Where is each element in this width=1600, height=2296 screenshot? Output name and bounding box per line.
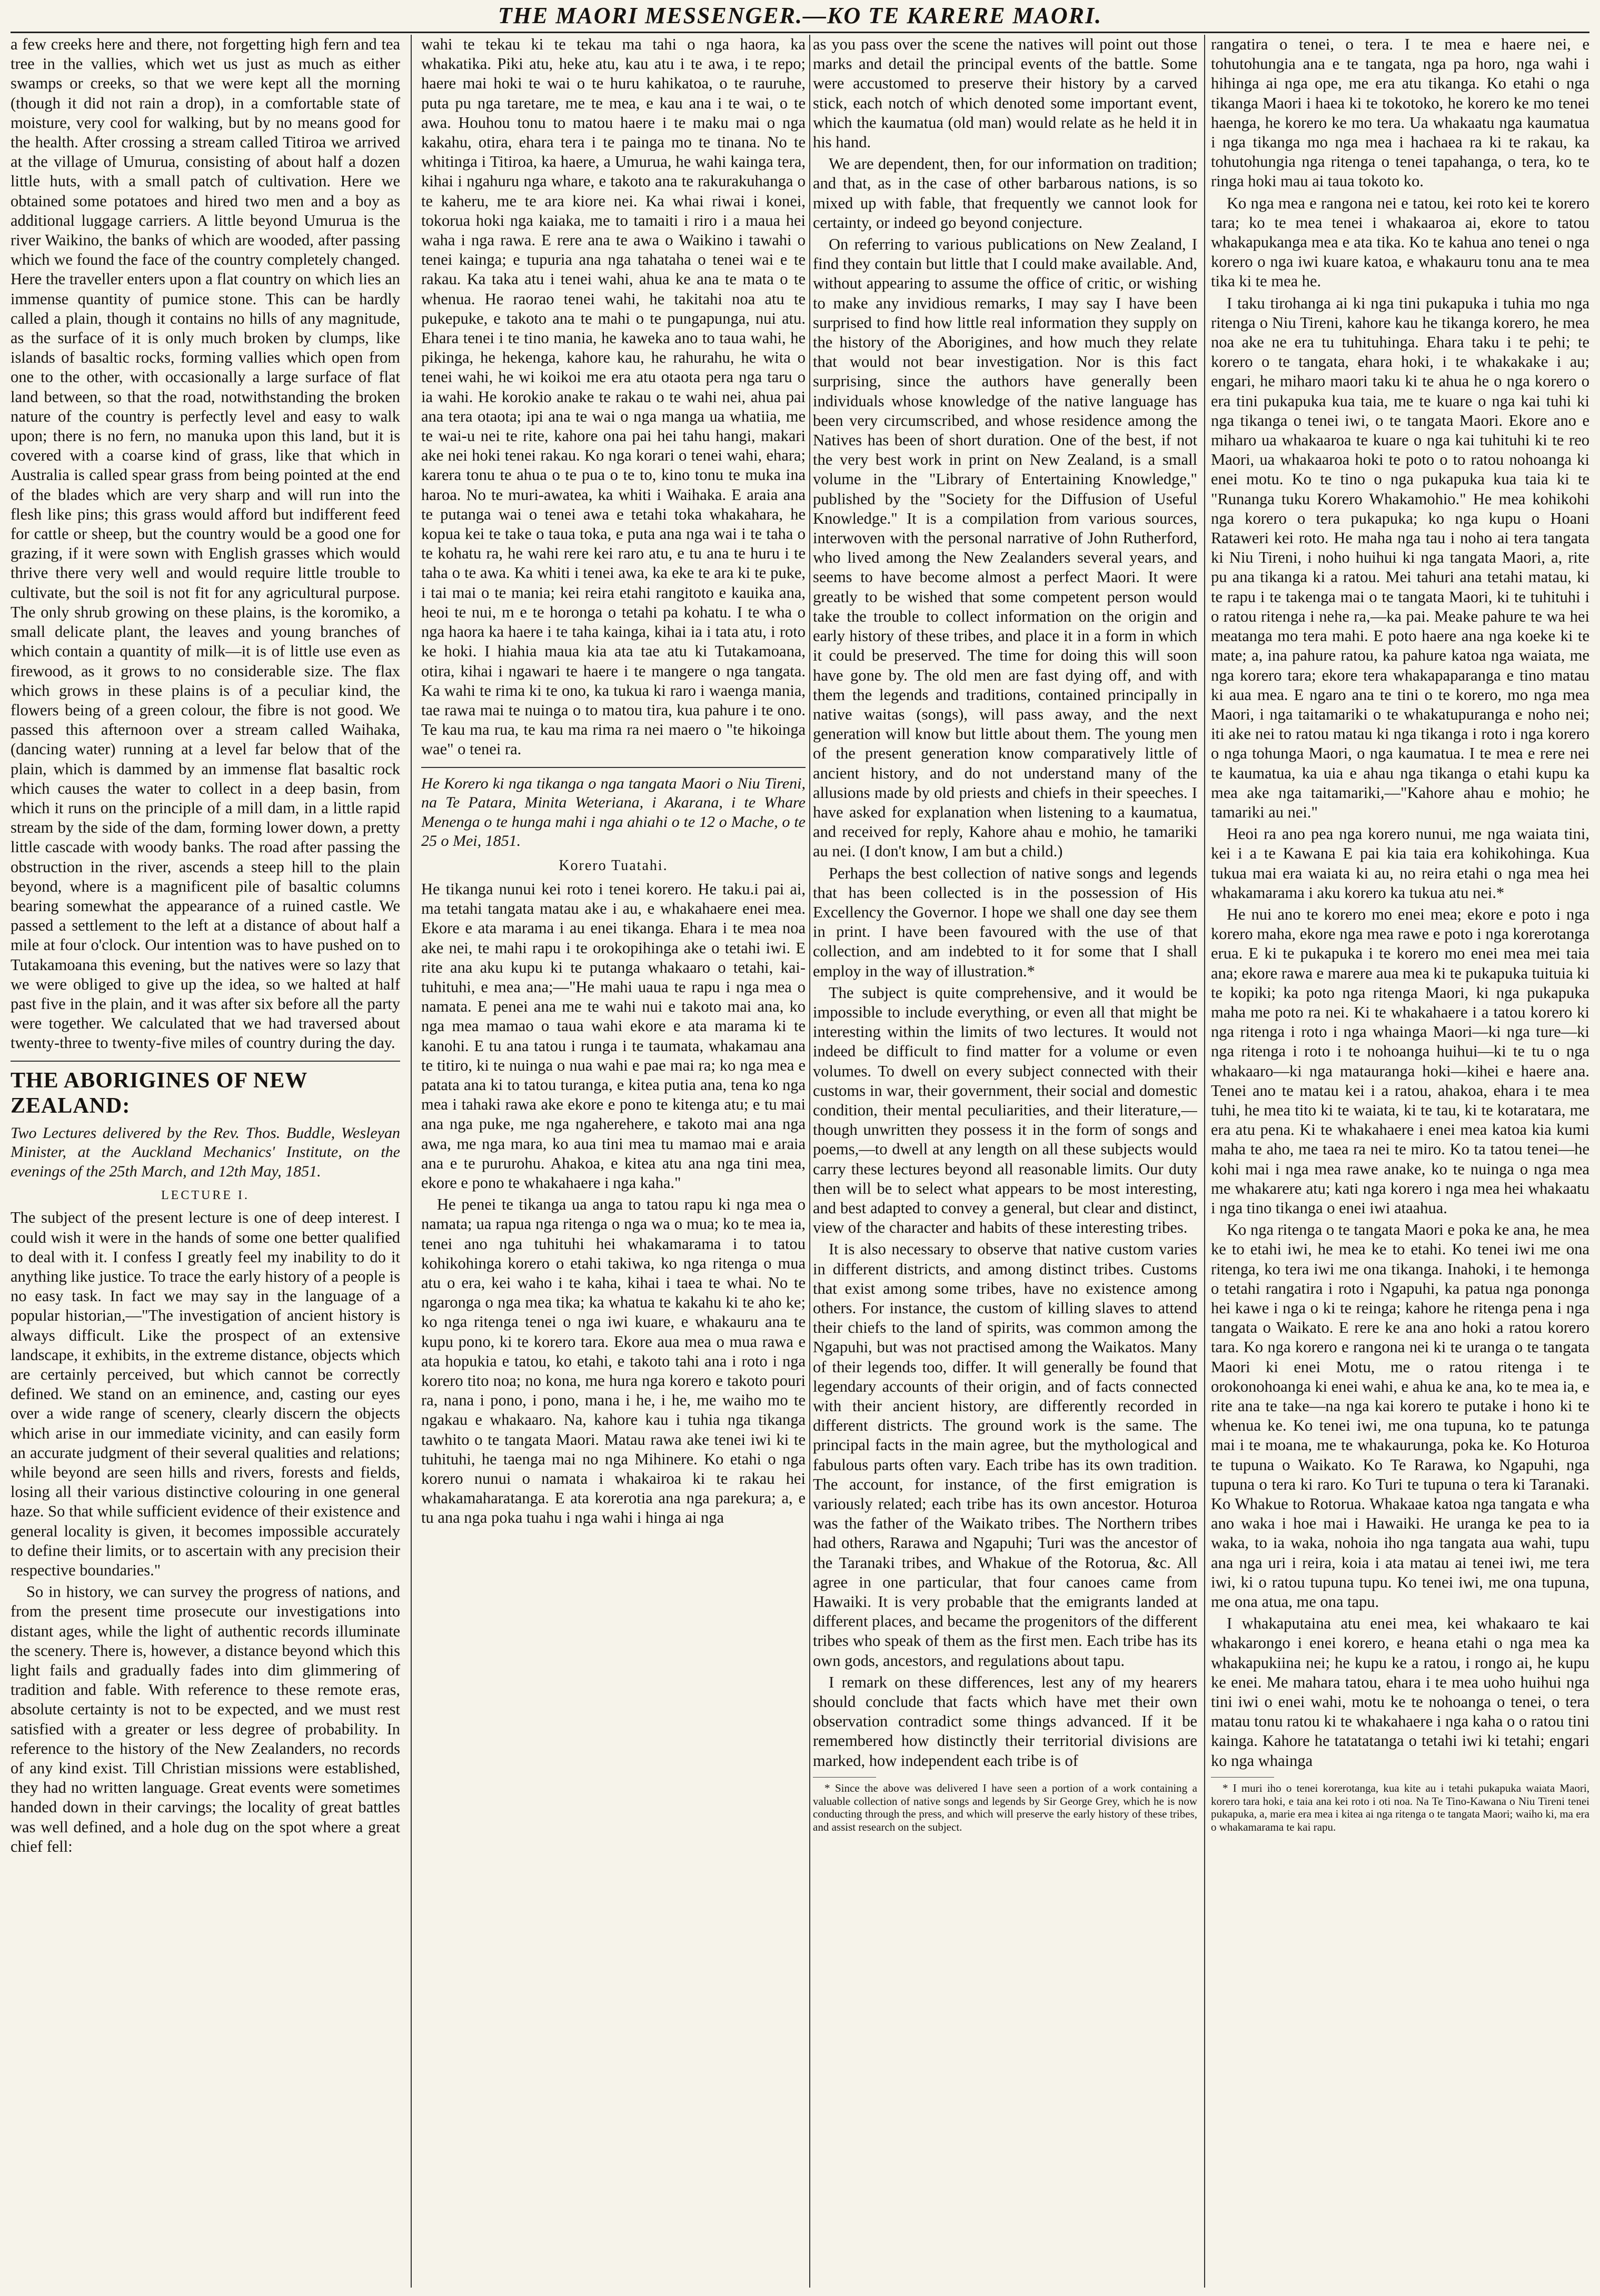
lecture-label: LECTURE I. [161, 1189, 250, 1203]
footnote: * I muri iho o tenei korerotanga, kua kite au i tetahi pukapuka waiata Maori, korero tara hoki, e taia ana kei roto i oti noa. Na Te Tino-Kawana o Niu Tireni tenei pukapuka, a, marie era mea i kitea ai nga ritenga o te tangata Maori; waiho ki, ma era o whakamarama te kai rapu. [1211, 1781, 1589, 1834]
korero-label: Korero Tuatahi. [559, 857, 668, 874]
footnote: * Since the above was delivered I have seen a portion of a work containing a valuable collection of native songs and legends by Sir George Grey, which he is now conducting through the press, and which will preserve the early history of these tribes, and assist research on the subject. [813, 1781, 1197, 1834]
maori-lecture-paragraph: Heoi ra ano pea nga korero nunui, me nga waiata tini, kei i a te Kawana E pai kia taia era kohikohinga. Kua tukua mai era waiata ki au, no reira etahi o nga mea hei whakamarama i aku korero ka tukua atu nei.* [1211, 825, 1589, 902]
column-rule [809, 35, 810, 2288]
masthead [11, 0, 1589, 33]
maori-lecture-paragraph: I taku tirohanga ai ki nga tini pukapuka i tuhia mo nga ritenga o Niu Tireni, kahore kau he tikanga korero, he mea noa ake ne era tu tuhituhinga. Ehara taku i te pehi; te korero o te tangata, ehara hoki, i te whakakake i au; engari, he miharo maori taku ki te ahua he o nga korero o era tini pukapuka kua taia, me te kuare o nga kai tuhi ki nga tikanga o tenei iwi, o te tangata Maori. Ekore ano e miharo ua whakaaroa te kuare o nga kai tuhituhi ki te reo Maori, ua whakaaroa hoki te poto o to ratou nohoanga ki enei motu. Ko te tino o nga pukapuka kua taia ki te "Runanga tuku Korero Whakamohio." He mea kohikohi nga korero o tera pukapuka; ko nga kupu o Hoani Rataweri kei roto. He maha nga tau i noho ai tera tangata ki Niu Tireni, i noho huihui ki nga tangata Maori, a, rite pu ana tikanga ki a ratou. Mei tahuri ana tetahi matau, ki te rapu i te takenga mai o te tangata Maori, ki te tuhituhi i o ratou ritenga i nehe ra,—ka pai. Meake pahure te wa hei meatanga mo tera mahi. E poto haere ana nga koeke ki te mate; a, ina pahure ratou, ka pahure katoa nga waiata, me nga korero tara; ekore tera whakapaparanga e tino matau ki aua mea. E ngaro ana te tini o te korero, mo nga mea Maori, i nga taitamariki o te whakatupuranga e noho nei; iti ake nei to ratou matau ki nga tikanga i roto i nga korero o nga tohunga Maori, o nga kaumatua. I te mea e rere nei te kaumatua, ka uia e ahau nga tikanga o etahi kupu ka mea ake nga taitamariki,—"Kahore ahau e mohio; he tamariki au nei." [1211, 294, 1589, 821]
column-4 [1211, 35, 1589, 2288]
maori-lecture-paragraph: Ko nga ritenga o te tangata Maori e poka ke ana, he mea ke to etahi iwi, he mea ke to etahi. Ko tenei iwi me ona ritenga, ko tera iwi me ona tikanga. Inahoki, i te hemonga o tetahi rangatira i roto i Ngapuhi, ka patua nga pononga hei kawe i nga o ki te reinga; kahore he ritenga pena i nga tangata o Waikato. E rere ke ana ano hoki a ratou korero tara. Ko nga korero e rangona nei ki te uranga o te tangata Maori ki enei Motu, me o ratou ritenga i te orokonohoanga ki enei wahi, e ahua ke ana, ko te mea ia, e rite ana te take—na nga kai korero te putake i hono ki te whenua ke. Ko tenei iwi, me ona tupuna, ko te patunga mai i te moana, me te whakaurunga, poka ke. Ko Hoturoa te tupuna o Waikato. Ko Te Rarawa, ko Ngapuhi, nga tupuna o tera ki raro. Ko Turi te tupuna o tera ki Taranaki. Ko Whakue to Rotorua. Whakaae katoa nga tangata e wha ano waka i hoe mai i Hawaiki. He uranga ke pea to ia waka, to ia waka, nohoia iho nga tangata aua wahi, tupu ana nga uri i reira, koia i ata matau ai tenei iwi, me tera iwi, ki o ratou tupuna tupu. Ko tenei iwi, me ona tupuna, me ona atua, me ona tapu. [1211, 1221, 1589, 1611]
article-subtitle: Two Lectures delivered by the Rev. Thos. Buddle, Wesleyan Minister, at the Auckland Mechanics' Institute, on the evenings of the 25th March, and 12th May, 1851. [11, 1124, 400, 1180]
lecture-paragraph: as you pass over the scene the natives will point out those marks and detail the principal events of the battle. Some were accustomed to preserve their history by a carved stick, each notch of which denoted some important event, which the kaumatua (old man) would relate as he held it in his hand. [813, 35, 1197, 152]
lecture-paragraph: The subject is quite comprehensive, and it would be impossible to include everything, or even all that might be interesting within the limits of two lectures. It would not indeed be difficult to find matter for a volume or even volumes. To dwell on every subject connected with their customs in war, their government, their social and domestic condition, their mental peculiarities, and their literature,—though unwritten they possess it in the form of songs and poems,—to dwell at any length on all these subjects would carry these lectures beyond all reasonable limits. Our duty then will be to select what appears to be most interesting, and best adapted to convey a general, but clear and distinct, view of the character and habits of these interesting tribes. [813, 983, 1197, 1237]
lecture-paragraph: We are dependent, then, for our information on tradition; and that, as in the case of other barbarous nations, is so mixed up with fable, that frequently we cannot look for certainty, or indeed go beyond conjecture. [813, 155, 1197, 232]
lecture-paragraph: So in history, we can survey the progress of nations, and from the present time prosecute our investigations into distant ages, while the light of authentic records illuminate the scenery. There is, however, a distance beyond which this light fails and gradually fades into dim glimmering of tradition and fable. With reference to these remote eras, absolute certainty is not to be expected, and we must rest satisfied with a greater or less degree of probability. In reference to the history of the New Zealanders, no records of any kind exist. Till Christian missions were established, they had no written language. Great events were sometimes handed down in their carvings; the locality of great battles was well defined, and a hole dug on the spot where a great chief fell: [11, 1583, 400, 1855]
column-rule [1204, 35, 1205, 2288]
lecture-paragraph: The subject of the present lecture is one of deep interest. I could wish it were in the hands of some one better qualified to deal with it. I confess I greatly feel my inability to do it anything like justice. To trace the early history of a people is no easy task. In fact we may say in the language of a popular historian,—"The investigation of ancient history is always difficult. Like the prospect of an extensive landscape, it exhibits, in the extreme distance, objects which are certainly perceived, but which cannot be correctly defined. We stand on an eminence, and, casting our eyes over a wide range of scenery, clearly discern the objects which arise in our immediate vicinity, and can easily form an accurate judgment of their several qualities and relations; while beyond are seen hills and rivers, forests and fields, losing all their various distinctive colouring in one general haze. So that while sufficient evidence of their existence and general locality is given, it becomes impossible accurately to define their limits, or to ascertain with any precision their respective boundaries." [11, 1209, 400, 1579]
lecture-paragraph: Perhaps the best collection of native songs and legends that has been collected is in the possession of His Excellency the Governor. I hope we shall one day see them in print. I have been favoured with the use of that collection, and am indebted to it for some that I shall employ in the way of illustration.* [813, 864, 1197, 980]
maori-lecture-paragraph: Ko nga mea e rangona nei e tatou, kei roto kei te korero tara; ko te mea tenei i whakaaroa ai, ekore to tatou whakapukanga mea e ata tika. Ko te kahua ano tenei o nga korero o nga iwi kuare katoa, e whakauru tonu ana te mea tika ki te mea he. [1211, 194, 1589, 291]
maori-lecture-paragraph: He nui ano te korero mo enei mea; ekore e poto i nga korero maha, ekore nga mea rawe e poto i nga korerotanga erua. E ki te pukapuka i te korero mo enei mea mei taia ana; ekore rawa e marere aua mea ki te pukapuka tuituia ki te kopiki; ka poto nga ritenga Maori, ki nga pukapuka maha me poto ra nei. Ki te whakahaere i a tatou korero ki nga ritenga i roto i nga whainga Maori—ki nga ture—ki nga ritenga i roto i te nohoanga huihui—ki te tu o nga whakaaro—ki nga matauranga hoki—kihei e haere ana. Tenei ano te matau kei i a ratou, ahakoa, ehara i te mea tuhi, he mea tito ki te waiata, ki te tau, ki te kotaratara, me era atu pena. Ki te whakahaere i enei mea katoa kia kumi maha te aho, me taea ra nei te miro. Ko ta tatou tenei—he kohi mai i nga mea rawe anake, ko te nuinga o nga mea me whakarere atu; kati nga korero i nga mea hei whakaatu i nga tino tikanga o enei iwi ataahua. [1211, 905, 1589, 1217]
lecture-paragraph: I remark on these differences, lest any of my hearers should conclude that facts which have met their own observation contradict some things advanced. If it be remembered how distinctly their territorial divisions are marked, how independent each tribe is of [813, 1673, 1197, 1770]
column-3 [813, 35, 1197, 2288]
maori-lecture-paragraph: I whakaputaina atu enei mea, kei whakaaro te kai whakarongo i enei korero, e heana etahi o nga mea ka whakapukiina nei; he kupu ke a ratou, i rongo ai, he kupu ke enei. Me mahara tatou, ehara i te mea uoho huihui nga tini iwi o enei wahi, motu ke te nohoanga o tenei, o tera matau tonu ratou ki te whakahaere i nga kaha o o ratou tini kainga. Kahore he tatatatanga o tetahi iwi ki tetahi; engari ko nga whainga [1211, 1614, 1589, 1770]
column-2 [421, 35, 806, 2288]
footnote-rule [813, 1777, 876, 1778]
lecture-paragraph: On referring to various publications on New Zealand, I find they contain but little that I could make available. And, without appearing to assume the office of critic, or wishing to make any invidious remarks, I may say I have been surprised to find how little real information they supply on the history of the Aborigines, and how much they relate that would not bear investigation. Nor is this fact surprising, since the authors have generally been individuals whose knowledge of the native language has been very circumscribed, and whose residence among the Natives has been of short duration. One of the best, if not the very best work in print on New Zealand, is a small volume in the "Library of Entertaining Knowledge," published by the "Society for the Diffusion of Useful Knowledge." It is a compilation from various sources, interwoven with the personal narrative of John Rutherford, who lived among the New Zealanders several years, and seems to have become almost a perfect Maori. It were greatly to be wished that some competent person would take the trouble to collect information on the origin and early history of these tribes, and place it in a form in which it could be preserved. The time for doing this will soon have gone by. The old men are fast dying off, and with them the legends and traditions, contained principally in native waitas (songs), will pass away, and the next generation will know but little about them. The young men of the present generation know comparatively little of ancient history, and do not understand many of the allusions made by old priests and chiefs in their speeches. I have asked for explanation when listening to a kaumatua, and received for reply, Kahore ahau e mohio, he tamariki au nei. (I don't know, I am but a child.) [813, 235, 1197, 861]
section-divider [11, 1061, 400, 1062]
footnote-rule [1211, 1777, 1274, 1778]
maori-travel-paragraph: wahi te tekau ki te tekau ma tahi o nga haora, ka whakatika. Piki atu, heke atu, kau atu i te awa, i te repo; haere mai hoki te wai o te huru kahikatoa, o te rauruhe, puta pu nga taretare, me te mea, e kau ana i te wai, o te awa. Houhou tonu to matou haere i te maku mai o nga kakahu, otira, ehara tera i te painga mo te tinana. No te whitinga i Titiroa, ka haere, a Umurua, he wahi kainga tera, kihai i ngahuru nga whare, e takoto ana te rakurakuhanga o te kaheru, me te ara kiore nei. Ka whai riwai i konei, tokorua hoki nga kaiaka, me to tamaiti i riro i a maua hei waha i nga rawa. E rere ana te awa o Waikino i tawahi o tenei kainga; e tupuria ana nga tahataha o tenei wai e te rakau. Ka taka atu i tenei wahi, ahua ke ana te mata o te whenua. He raorao tenei wahi, he takitahi noa atu te pukepuke, e takoto ana te mahi o te pungapunga, nui atu. Ehara tenei i te tino mania, he kaweka ano to taua wahi, he pikinga, he hekenga, kahore kau, he rahurahu, he wita o tenei wahi, he wi koikoi me era atu otaota pera nga taru o ia wahi. He korokio anake te rakau o te wahi nei, ahua pai ana tera otaota; ipi ana te wai o nga manga ua whatiia, me te wai-u nei te rite, kahore ona pai hei tahu hangi, makari ake nei hoki tenei rakau. Ko nga korari o tenei wahi, ehara; karera tonu te ahua o te pua o te to, kino tonu te muka ina haroa. No te muri-awatea, ka whiti i Waihaka. E araia ana te putanga wai o tenei awa e tetahi toka whakahara, he kopua kei te take o taua toka, e puta ana nga wai i te taha o te kohatu ra, he wahi rere kei raro atu, e tu ana te huru i te taha o te awa. Ka whiti i tenei awa, ka eke te ara ki te puke, i tai mai o te mania; kei reira etahi rangitoto e kauika ana, heoi te nui, m e te horonga o tetahi pa kohatu. I te wha o nga haora ka haere i te taha kainga, kihai ia i tata atu, i roto ke hoki. I hiahia maua kia ata tae atu ki Tutakamoana, otira, kihai i ngawari te haere i te mangere o nga tangata. Ka wahi te rima ki te ono, ka tukua ki raro i waenga mania, tae rawa mai te nuinga o to matou tira, kua pahure i te ono. Te kau ma rua, te kau ma rima ra nei maero o "te hikoinga wae" o tenei ra. [421, 35, 806, 758]
maori-lecture-paragraph: He penei te tikanga ua anga to tatou rapu ki nga mea o namata; ua rapua nga ritenga o nga wa o mua; ko te mea ia, tenei ano nga tuhituhi hei whakamarama i to tatou kohikohinga korero o etahi takiwa, ko nga ritenga o mua atu o era, kei waho i te kaha, kihai i taea te whai. No te ngaronga o nga mea tika; ka whatua te kakahu ki te aho ke; ko nga ritenga tenei o nga iwi kuare, e whakauru ana te kupu pono, ki te korero tara. Ekore aua mea o mua rawa e ata hopukia e tatou, ko etahi, e takoto tahi ana i roto i nga korero tito noa; no kona, me hura nga korero e takoto pouri ra, nana i pono, i pono, mana i he, i he, me waiho mo te ngakau e whakaaro. Na, kahore kau i tuhia nga tikanga tawhito o te tangata Maori. Matau rawa ake tenei iwi ki te tuhituhi, he taenga mai no nga Mihinere. Ko etahi o nga korero nunui o namata i whakairoa ki te rakau hei whakamaharatanga. E ata korerotia ana nga parekura; a, e tu ana nga poka tuahu i nga wahi i hinga ai nga [421, 1195, 806, 1527]
travel-paragraph: a few creeks here and there, not forgetting high fern and tea tree in the vallies, which wet us just as much as either swamps or creeks, so that we were kept all the morning (though it did not rain a drop), in a comfortable state of moisture, very cool for walking, but by no means good for the health. After crossing a stream called Titiroa we arrived at the village of Umurua, consisting of about half a dozen little huts, with a small patch of cultivation. Here we obtained some potatoes and hired two men and a boy as additional luggage carriers. A little beyond Umurua is the river Waikino, the banks of which are wooded, after passing which we found the face of the country completely changed. Here the traveller enters upon a flat country on which lies an immense quantity of pumice stone. This can be hardly called a plain, though it contains no hills of any magnitude, as the surface of it is only much broken by clumps, like islands of basaltic rocks, forming vallies which open from one to the other, with occasionally a large surface of flat land between, so that the road, notwithstanding the broken nature of the country is perfectly level and easy to walk upon; there is no fern, no manuka upon this land, but it is covered with a coarse kind of grass, like that which in Australia is called spear grass from being pointed at the end of the blades which are very sharp and will run into the flesh like pins; this grass would afford but indifferent feed for cattle or sheep, but the country would be a good one for grazing, if it were sown with English grasses which would thrive there very well and would require little trouble to cultivate, but the soil is not fit for any agricultural purpose. The only shrub growing on these plains, is the koromiko, a small delicate plant, the leaves and young branches of which contain a quantity of milk—it is of little use even as firewood, as it grows to no considerable size. The flax which grows in these plains is of a peculiar kind, the flowers being of a green colour, the fibre is not good. We passed this afternoon over a stream called Waihaka, (dancing water) running at a level far below that of the plain, which is dammed by an immense flat basaltic rock which causes the water to collect in a deep basin, from which it runs on the principle of a mill dam, in a little rapid stream by the side of the dam, forming lower down, a pretty little cascade with woody banks. The road after passing the obstruction in the river, ascends a steep hill to the plain beyond, where is a magnificent pile of basaltic columns bearing somewhat the appearance of a ruined castle. We passed a settlement to the left at a distance of about half a mile at four o'clock. Our intention was to have pushed on to Tutakamoana this evening, but the natives were so lazy that we were obliged to give up the idea, so we halted at half past five in the plain, and it was after six before all the party were together. We calculated that we had traversed about twenty-three to twenty-five miles of country during the day. [11, 35, 400, 1052]
article-title: THE ABORIGINES OF NEW ZEALAND: [11, 1068, 307, 1118]
column-1 [11, 35, 400, 2288]
maori-lecture-paragraph: rangatira o tenei, o tera. I te mea e haere nei, e tohutohungia ana e te tangata, nga pa horo, nga wahi i hihinga ai nga ope, me era atu tikanga. Ko etahi o nga tikanga Maori i haea ki te tokotoko, he korero ke mo tenei haenga, he korero ke mo tera. Ua whakaatu nga kaumatua i nga tikanga mo nga mea i hachaea ra ki te rakau, ka tohutohungia nga ritenga o tenei tapahanga, o tera, ko te ringa hoki mau ai taua tokoto ko. [1211, 35, 1589, 191]
section-divider [421, 767, 806, 768]
maori-article-title: He Korero ki nga tikanga o nga tangata Maori o Niu Tireni, na Te Patara, Minita Weteriana, i Akarana, i te Whare Menenga o te hunga mahi i nga ahiahi o te 12 o Mache, o te 25 o Mei, 1851. [421, 774, 806, 850]
column-rule [411, 35, 412, 2288]
masthead-title: THE MAORI MESSENGER.—KO TE KARERE MAORI. [498, 3, 1102, 28]
maori-lecture-paragraph: He tikanga nunui kei roto i tenei korero. He taku.i pai ai, ma tetahi tangata matau ake i au, e whakahaere enei mea. Ekore e ata marama i au enei tikanga. Ehara i te mea noa ake nei, te mahi rapu i te orokopihinga ake o tetahi iwi. E rite ana aku kupu ki te putanga whakaaro o tetahi, kai-tuhituhi, e mea ana;—"He mahi uaua te rapu i nga mea o namata. E penei ana me te wahi nui e takoto mai ana, ko nga mea mamao o taua wahi ekore e ata marama ki te kanohi. E tu ana tatou i runga i te taumata, whakamau ana te titiro, ki te nuinga o nua wahi e pae mai ra; ko nga mea e patata ana ki to tatou turanga, e kitea putia ana, tena ko nga mea i tahaki rawa ake ekore e pono te kitenga atu; e tu mai ana nga puke, me nga ngaherehere, e takoto mai ana nga awa, me nga mara, ko aua tini mea tu mamao mai e araia ana e te pururohu. Ahakoa, e kitea atu ana nga tini mea, ekore e pono te whakahaere i nga kaha." [421, 880, 806, 1192]
lecture-paragraph: It is also necessary to observe that native custom varies in different districts, and among distinct tribes. Customs that exist among some tribes, have no existence among others. For instance, the custom of killing slaves to attend their chiefs to the land of spirits, was common among the Ngapuhi, but was not practised among the Waikatos. Many of their legends too, differ. It will generally be found that legendary accounts of their origin, and of facts connected with their ancient history, are differently recorded in different districts. The ground work is the same. The principal facts in the main agree, but the mythological and fabulous parts often vary. Each tribe has its own tradition. The account, for instance, of the first emigration is variously related; each tribe has its own ancestor. Hoturoa was the father of the Waikato tribes. The Northern tribes had others, Rarawa and Ngapuhi; Turi was the ancestor of the Taranaki tribes, and Whakue of the Rotorua, &c. All agree in one particular, that four canoes came from Hawaiki. It is very probable that the emigrants landed at different places, and became the progenitors of the different tribes who speak of them as the first men. Each tribe has its own gods, ancestors, and regulations about tapu. [813, 1240, 1197, 1670]
